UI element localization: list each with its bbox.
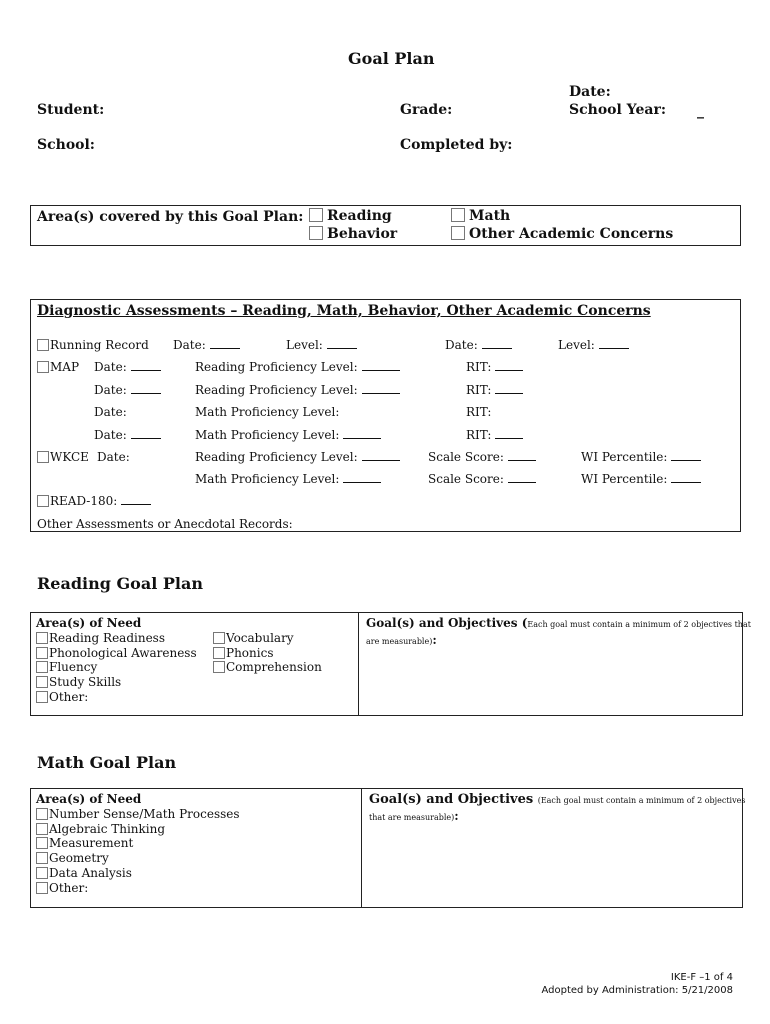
checkbox[interactable] — [36, 647, 48, 659]
reading-need-vocabulary[interactable]: Vocabulary — [213, 631, 322, 646]
area-option-reading[interactable]: Reading — [309, 208, 392, 224]
rr-level-2-blank[interactable] — [599, 339, 629, 349]
checkbox[interactable] — [36, 808, 48, 820]
reading-goal-divider — [358, 612, 359, 716]
math-need-geometry[interactable]: Geometry — [36, 851, 240, 866]
reading-need-phonological[interactable]: Phonological Awareness — [36, 646, 197, 661]
wkce-scale-2-blank[interactable] — [508, 473, 536, 483]
map-rit-4-blank[interactable] — [495, 429, 523, 439]
math-areas-label: Area(s) of Need — [36, 792, 142, 806]
reading-goals-header-2: are measurable): — [366, 633, 437, 647]
behavior-checkbox[interactable] — [309, 226, 323, 240]
wkce-math-prof-blank[interactable] — [343, 473, 381, 483]
checkbox[interactable] — [36, 867, 48, 879]
map-rit-4[interactable]: RIT: — [466, 428, 523, 442]
area-option-behavior[interactable]: Behavior — [309, 226, 397, 242]
reading-need-comprehension[interactable]: Comprehension — [213, 660, 322, 675]
map-rit-1[interactable]: RIT: — [466, 360, 523, 374]
areas-covered-label: Area(s) covered by this Goal Plan: — [37, 209, 304, 225]
map-checkbox[interactable] — [37, 361, 49, 373]
school-label: School: — [37, 137, 95, 153]
wkce-wi-1-blank[interactable] — [671, 451, 701, 461]
running-record-checkbox[interactable] — [37, 339, 49, 351]
math-need-other[interactable]: Other: — [36, 881, 240, 896]
reading-goals-header: Goal(s) and Objectives (Each goal must contain a minimum of 2 objectives that — [366, 616, 751, 630]
wkce-wi-1[interactable]: WI Percentile: — [581, 450, 701, 464]
completed-by-label: Completed by: — [400, 137, 513, 153]
checkbox[interactable] — [36, 882, 48, 894]
math-checkbox[interactable] — [451, 208, 465, 222]
rr-level-blank[interactable] — [327, 339, 357, 349]
math-areas-col — [36, 792, 240, 896]
rr-date-2-blank[interactable] — [482, 339, 512, 349]
math-goals-header-2: that are measurable): — [369, 809, 459, 823]
read180-blank[interactable] — [121, 495, 151, 505]
wkce-checkbox[interactable] — [37, 451, 49, 463]
map-item[interactable]: MAP — [37, 360, 79, 374]
reading-areas-label: Area(s) of Need — [36, 616, 142, 630]
map-reading-prof-2-blank[interactable] — [362, 384, 400, 394]
map-date-2-blank[interactable] — [131, 384, 161, 394]
footer-adopted: Adopted by Administration: 5/21/2008 — [541, 985, 733, 996]
page-title: Goal Plan — [348, 49, 435, 68]
wkce-reading-prof[interactable]: Reading Proficiency Level: — [195, 450, 400, 464]
reading-need-study-skills[interactable]: Study Skills — [36, 675, 197, 690]
checkbox[interactable] — [213, 647, 225, 659]
read180-item[interactable]: READ-180: — [37, 494, 151, 508]
map-math-prof-1: Math Proficiency Level: — [195, 405, 340, 419]
math-need-data-analysis[interactable]: Data Analysis — [36, 866, 240, 881]
wkce-reading-prof-blank[interactable] — [362, 451, 400, 461]
checkbox[interactable] — [213, 632, 225, 644]
map-math-prof-2-blank[interactable] — [343, 429, 381, 439]
read180-checkbox[interactable] — [37, 495, 49, 507]
checkbox[interactable] — [36, 632, 48, 644]
checkbox[interactable] — [36, 691, 48, 703]
rr-date-blank[interactable] — [210, 339, 240, 349]
map-rit-1-blank[interactable] — [495, 361, 523, 371]
math-goal-divider — [361, 788, 362, 908]
footer-page: IKE-F –1 of 4 — [670, 972, 733, 983]
grade-label: Grade: — [400, 102, 453, 118]
date-label: Date: — [569, 84, 611, 100]
wkce-math-prof[interactable]: Math Proficiency Level: — [195, 472, 381, 486]
reading-need-readiness[interactable]: Reading Readiness — [36, 631, 197, 646]
checkbox[interactable] — [36, 661, 48, 673]
area-option-math[interactable]: Math — [451, 208, 510, 224]
reading-need-other[interactable]: Other: — [36, 690, 197, 705]
math-goal-plan-title: Math Goal Plan — [37, 753, 177, 772]
map-reading-prof-1[interactable]: Reading Proficiency Level: — [195, 360, 400, 374]
school-year-label: School Year: — [569, 102, 666, 118]
math-need-measurement[interactable]: Measurement — [36, 836, 240, 851]
rr-level[interactable]: Level: — [286, 338, 357, 352]
reading-areas-col2 — [213, 631, 322, 675]
wkce-scale-2[interactable]: Scale Score: — [428, 472, 536, 486]
checkbox[interactable] — [36, 676, 48, 688]
map-date-3: Date: — [94, 405, 127, 419]
map-reading-prof-1-blank[interactable] — [362, 361, 400, 371]
map-date-1[interactable]: Date: — [94, 360, 161, 374]
running-record-item[interactable]: Running Record — [37, 338, 149, 352]
diagnostic-title: Diagnostic Assessments – Reading, Math, Behavior, Other Academic Concerns — [37, 303, 651, 319]
other-concerns-checkbox[interactable] — [451, 226, 465, 240]
wkce-scale-1-blank[interactable] — [508, 451, 536, 461]
map-rit-2[interactable]: RIT: — [466, 383, 523, 397]
area-option-other[interactable]: Other Academic Concerns — [451, 226, 673, 242]
checkbox[interactable] — [213, 661, 225, 673]
other-assessments-label: Other Assessments or Anecdotal Records: — [37, 517, 293, 531]
reading-areas-col1 — [36, 616, 197, 705]
student-label: Student: — [37, 102, 105, 118]
map-rit-2-blank[interactable] — [495, 384, 523, 394]
map-reading-prof-2[interactable]: Reading Proficiency Level: — [195, 383, 400, 397]
math-goals-header: Goal(s) and Objectives (Each goal must contain a minimum of 2 objectives — [369, 792, 746, 807]
math-need-algebraic[interactable]: Algebraic Thinking — [36, 822, 240, 837]
map-math-prof-2[interactable]: Math Proficiency Level: — [195, 428, 381, 442]
checkbox[interactable] — [36, 852, 48, 864]
reading-checkbox[interactable] — [309, 208, 323, 222]
checkbox[interactable] — [36, 823, 48, 835]
reading-need-fluency[interactable]: Fluency — [36, 660, 197, 675]
wkce-item[interactable]: WKCE — [37, 450, 89, 464]
map-rit-3: RIT: — [466, 405, 492, 419]
math-need-number-sense[interactable]: Number Sense/Math Processes — [36, 807, 240, 822]
map-date-1-blank[interactable] — [131, 361, 161, 371]
rr-level-2[interactable]: Level: — [558, 338, 629, 352]
wkce-date: Date: — [97, 450, 130, 464]
wkce-scale-1[interactable]: Scale Score: — [428, 450, 536, 464]
wkce-wi-2-blank[interactable] — [671, 473, 701, 483]
map-date-4-blank[interactable] — [131, 429, 161, 439]
school-year-blank[interactable]: _ — [697, 103, 704, 119]
reading-goal-plan-title: Reading Goal Plan — [37, 574, 203, 593]
checkbox[interactable] — [36, 837, 48, 849]
rr-date-2[interactable]: Date: — [445, 338, 512, 352]
rr-date[interactable]: Date: — [173, 338, 240, 352]
reading-need-phonics[interactable]: Phonics — [213, 646, 322, 661]
wkce-wi-2[interactable]: WI Percentile: — [581, 472, 701, 486]
map-date-2[interactable]: Date: — [94, 383, 161, 397]
map-date-4[interactable]: Date: — [94, 428, 161, 442]
